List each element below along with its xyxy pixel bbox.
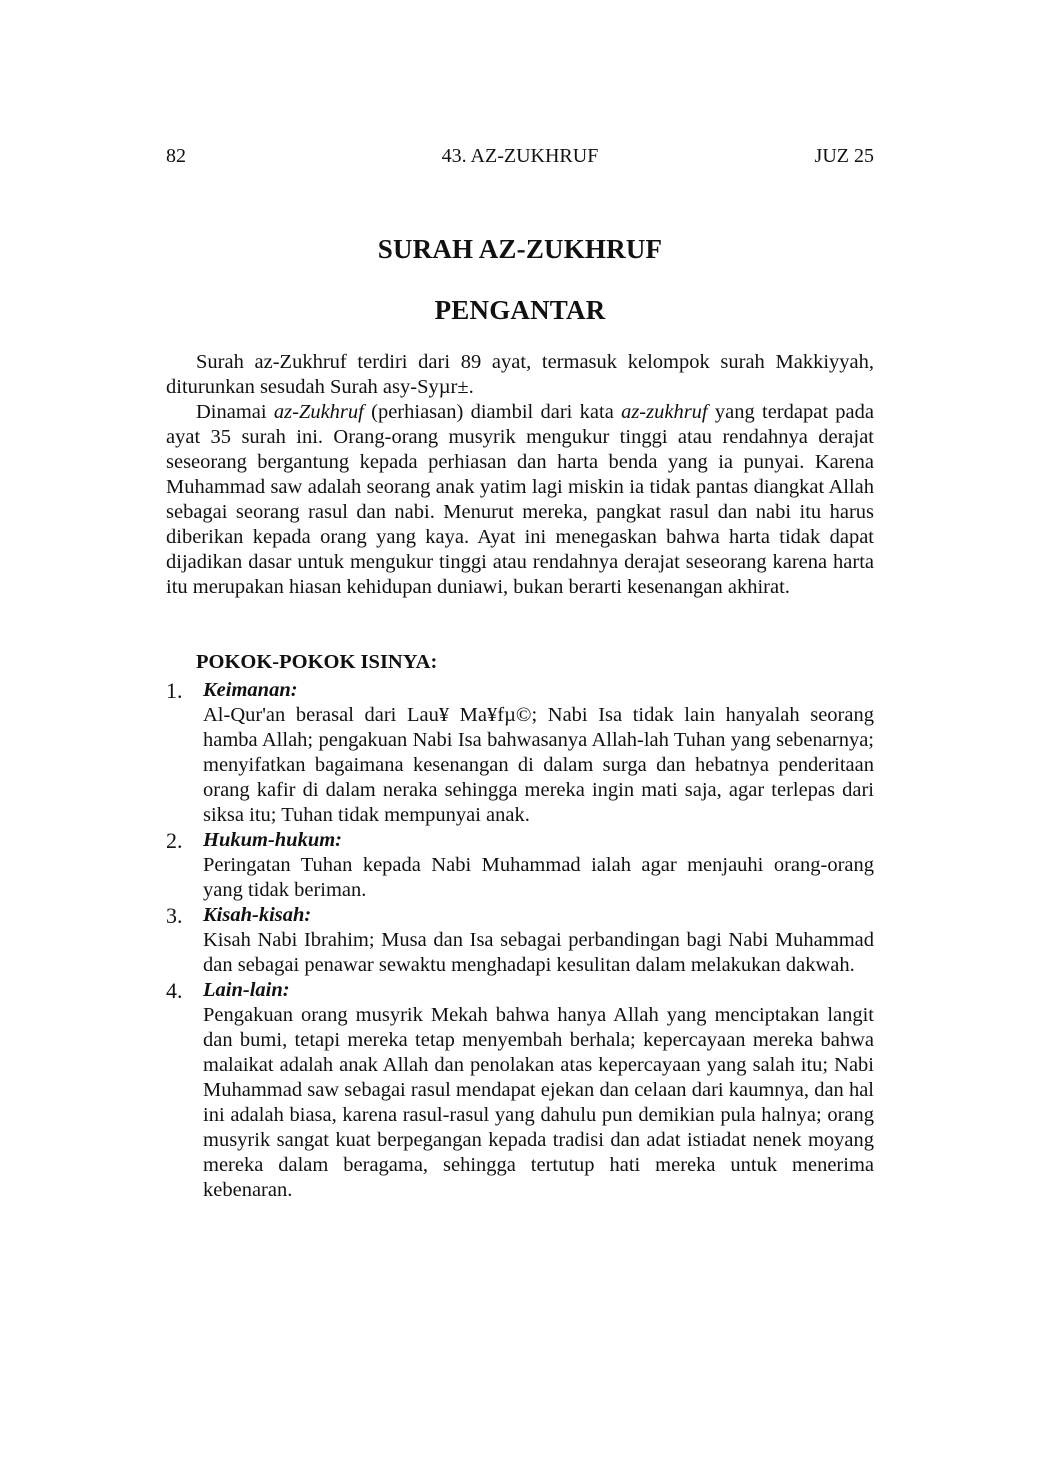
item-number: 1.	[166, 678, 183, 703]
introduction-title: PENGANTAR	[434, 295, 606, 325]
juz-label: JUZ 25	[814, 145, 874, 167]
item-number: 3.	[166, 903, 183, 928]
list-item	[166, 978, 874, 1203]
intro-term-1: az-Zukhruf	[273, 401, 364, 423]
item-title: Hukum-hukum:	[203, 829, 342, 851]
item-title: Keimanan:	[203, 679, 298, 701]
list-item	[166, 828, 874, 903]
introduction-text	[166, 350, 874, 600]
item-number: 2.	[166, 828, 183, 853]
item-text: Al-Qur'an berasal dari Lau¥ Ma¥fµ©; Nabi Isa tidak lain hanyalah seorang hamba Allah; pengakuan Nabi Isa bahwasanya Allah-lah Tuhan yang sebenarnya; menyifatkan bagaimana kesenangan di dalam surga dan hebatnya penderitaan orang kafir di dalam neraka sehingga mereka ingin mati saja, agar terlepas dari siksa itu; Tuhan tidak mempunyai anak.	[203, 704, 874, 826]
item-text: Kisah Nabi Ibrahim; Musa dan Isa sebagai perbandingan bagi Nabi Muhammad dan sebagai penawar sewaktu menghadapi kesulitan dalam melakukan dakwah.	[203, 929, 874, 976]
list-item	[166, 903, 874, 978]
surah-title: SURAH AZ-ZUKHRUF	[377, 234, 663, 264]
page-number: 82	[166, 145, 186, 167]
item-text: Pengakuan orang musyrik Mekah bahwa hanya Allah yang menciptakan langit dan bumi, tetapi mereka tetap menyembah berhala; kepercayaan mereka bahwa malaikat adalah anak Allah dan penolakan atas kepercayaan yang salah itu; Nabi Muhammad saw sebagai rasul mendapat ejekan dan celaan dari kaumnya, dan hal ini adalah biasa, karena rasul-rasul yang dahulu pun demikian pula halnya; orang musyrik sangat kuat berpegangan kepada tradisi dan adat istiadat nenek moyang mereka dalam beragama, sehingga tertutup hati mereka untuk menerima kebenaran.	[203, 1004, 874, 1201]
item-title: Kisah-kisah:	[203, 904, 312, 926]
item-text: Peringatan Tuhan kepada Nabi Muhammad ialah agar menjauhi orang-orang yang tidak beriman.	[203, 854, 874, 901]
intro-p2-start: Dinamai	[196, 401, 274, 423]
item-title: Lain-lain:	[203, 979, 290, 1001]
running-header	[166, 145, 874, 173]
contents-heading: POKOK-POKOK ISINYA:	[196, 651, 438, 673]
intro-paragraph-1: Surah az-Zukhruf terdiri dari 89 ayat, termasuk kelompok surah Makkiyyah, diturunkan sesudah Surah asy-Syµr±.	[166, 351, 874, 398]
intro-p2-rest: yang terdapat pada ayat 35 surah ini. Orang-orang musyrik mengukur tinggi atau rendahnya derajat seseorang bergantung kepada perhiasan dan harta benda yang ia punyai. Karena Muhammad saw adalah seorang anak yatim lagi miskin ia tidak pantas diangkat Allah sebagai seorang rasul dan nabi. Menurut mereka, pangkat rasul dan nabi itu harus diberikan kepada orang yang kaya. Ayat ini menegaskan bahwa harta tidak dapat dijadikan dasar untuk mengukur tinggi atau rendahnya derajat seseorang karena harta itu merupakan hiasan kehidupan duniawi, bukan berarti kesenangan akhirat.	[166, 401, 874, 598]
intro-p2-mid: (perhiasan) diambil dari kata	[363, 401, 622, 423]
intro-term-2: az-zukhruf	[621, 401, 708, 423]
item-number: 4.	[166, 978, 183, 1003]
surah-header: 43. AZ-ZUKHRUF	[441, 145, 599, 167]
contents-list	[166, 678, 874, 1203]
intro-paragraph-2	[166, 400, 874, 600]
list-item	[166, 678, 874, 828]
